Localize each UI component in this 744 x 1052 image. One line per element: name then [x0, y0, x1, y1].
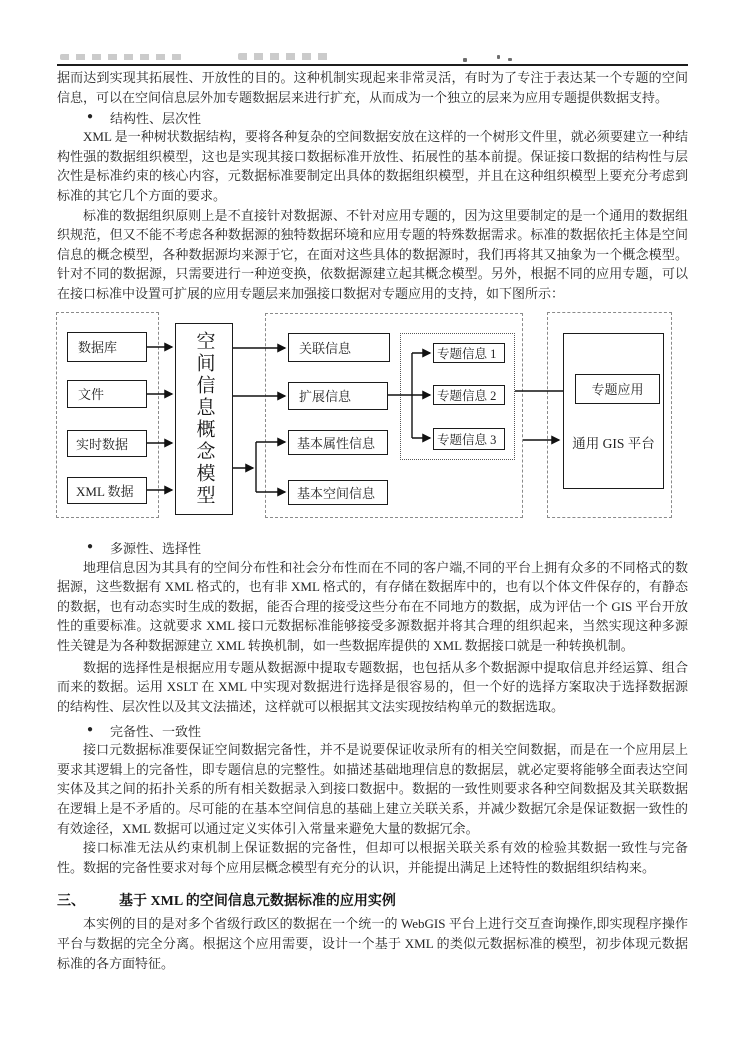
diagram-node-relation-info: 关联信息	[288, 333, 390, 362]
diagram-node-extension-info: 扩展信息	[288, 382, 388, 410]
page-body	[57, 68, 688, 973]
bullet-multisource	[57, 538, 688, 558]
header-smudge	[60, 54, 182, 60]
paragraph-completeness: 接口元数据标准要保证空间数据完备性，并不是说要保证收录所有的相关空间数据，而是在一个应用层上要求其逻辑上的完备性，即专题信息的完整性。如描述基础地理信息的数据层，就必定要将能够全面表达空间实体及其之间的拓扑关系的所有相关数据录入到接口数据中。数据的一致性则要求各种空间数据及其关联数据在逻辑上是不矛盾的。尽可能的在基本空间信息的基础上建立关联关系，并减少数据冗余是保证数据一致性的有效途径，XML 数据可以通过定义实体引入常量来避免大量的数据冗余。	[57, 742, 688, 836]
diagram-node-database: 数据库	[67, 332, 147, 362]
diagram-node-topic-application: 专题应用	[575, 374, 660, 404]
diagram-node-basic-attribute: 基本属性信息	[288, 430, 388, 455]
bullet-label: 结构性、层次性	[110, 110, 202, 126]
header-smudge	[238, 53, 334, 60]
header-speck	[508, 58, 512, 61]
bullet-structure	[57, 107, 688, 127]
gis-platform-box	[563, 333, 664, 489]
section-number: 三、	[57, 894, 85, 910]
diagram-node-xml-data: XML 数据	[67, 477, 147, 504]
diagram-node-topic-2: 专题信息 2	[433, 385, 505, 405]
paragraph-xml-tree: XML 是一种树状数据结构，要将各种复杂的空间数据安放在这样的一个树形文件里，就必须要建立一种结构性强的数据组织模型，这也是实现其接口数据标准开放性、拓展性的基本前提。保证接口数据的结构性与层次性是标准约束的核心内容，元数据标准要制定出具体的数据组织模型，并且在这种组织模型上要充分考虑到标准的其它几个方面的要求。	[57, 129, 688, 203]
section-title: 基于 XML 的空间信息元数据标准的应用实例	[119, 894, 396, 910]
diagram-node-basic-spatial: 基本空间信息	[288, 480, 388, 505]
bullet-icon: ●	[87, 723, 94, 735]
paragraph-selectivity: 数据的选择性是根据应用专题从数据源中提取专题数据，也包括从多个数据源中提取信息并经运算、组合而来的数据。运用 XSLT 在 XML 中实现对数据进行选择是很容易的，但一个好的选择方案取决于选择数据源的结构性、层次性以及其文法描述，这样就可以根据其文法实现按结构单元的数据选取。	[57, 659, 688, 714]
bullet-completeness	[57, 720, 688, 740]
diagram-node-file: 文件	[67, 380, 147, 408]
header-divider	[57, 64, 688, 66]
header-speck	[497, 55, 500, 59]
diagram-node-topic-3: 专题信息 3	[433, 428, 505, 450]
header-speck	[463, 58, 467, 62]
paragraph-standard-organization: 标准的数据组织原则上是不直接针对数据源、不针对应用专题的，因为这里要制定的是一个通用的数据组织规范，但又不能不考虑各种数据源的独特数据环境和应用专题的特殊数据需求。标准的数据依托主体是空间信息的概念模型，各种数据源均来源于它，在面对这些具体的数据源时，我们再将其又抽象为一个概念模型。针对不同的数据源，只需要进行一种逆变换，依数据源建立起其概念模型。另外，根据不同的应用专题，可以在接口标准中设置可扩展的应用专题层来加强接口数据对专题应用的支持，如下图所示：	[57, 207, 688, 301]
diagram-node-realtime: 实时数据	[67, 430, 147, 457]
paragraph-extensibility: 据而达到实现其拓展性、开放性的目的。这种机制实现起来非常灵活，有时为了专注于表达某一个专题的空间信息，可以在空间信息层外加专题数据层来进行扩充，从而成为一个独立的层来为应用专题提供数据支持。	[57, 70, 688, 105]
bullet-label: 多源性、选择性	[110, 541, 202, 557]
paragraph-interface-check: 接口标准无法从约束机制上保证数据的完备性，但却可以根据关联关系有效的检验其数据一致性与完备性。数据的完备性要求对每个应用层概念模型有充分的认识，并能提出满足上述特性的数据组织结构来。	[57, 840, 688, 875]
concept-model-label: 空间信息概念模型	[193, 330, 215, 507]
diagram-node-topic-1: 专题信息 1	[433, 343, 505, 363]
diagram-label-gis-platform: 通用 GIS 平台	[572, 435, 655, 451]
bullet-icon: ●	[87, 541, 94, 553]
paragraph-example-intro: 本实例的目的是对多个省级行政区的数据在一个统一的 WebGIS 平台上进行交互查询操作,即实现程序操作平台与数据的完全分离。根据这个应用需要，设计一个基于 XML 的类似元数据标准的模型，初步体现元数据标准的各方面特征。	[57, 916, 688, 971]
paragraph-geo-multisource: 地理信息因为其具有的空间分布性和社会分布性而在不同的客户端,不同的平台上拥有众多的不同格式的数据源，这些数据有 XML 格式的，也有非 XML 格式的，有存储在数据库中的，也有以个体文件保存的，有静态的数据，也有动态实时生成的数据，能否合理的接受这些分布在不同地方的数据，成为评估一个 GIS 平台开放性的重要标准。这就要求 XML 接口元数据标准能够接受多源数据并将其合理的组织起来，当然实现这种多源性关键是为各种数据源建立 XML 转换机制，如一些数据库提供的 XML 数据接口就是一种转换机制。	[57, 559, 688, 653]
bullet-label: 完备性、一致性	[110, 723, 202, 739]
section-heading-3	[57, 891, 688, 912]
diagram-node-concept-model	[175, 323, 233, 515]
bullet-icon: ●	[87, 110, 94, 122]
spatial-info-concept-diagram	[55, 308, 691, 524]
